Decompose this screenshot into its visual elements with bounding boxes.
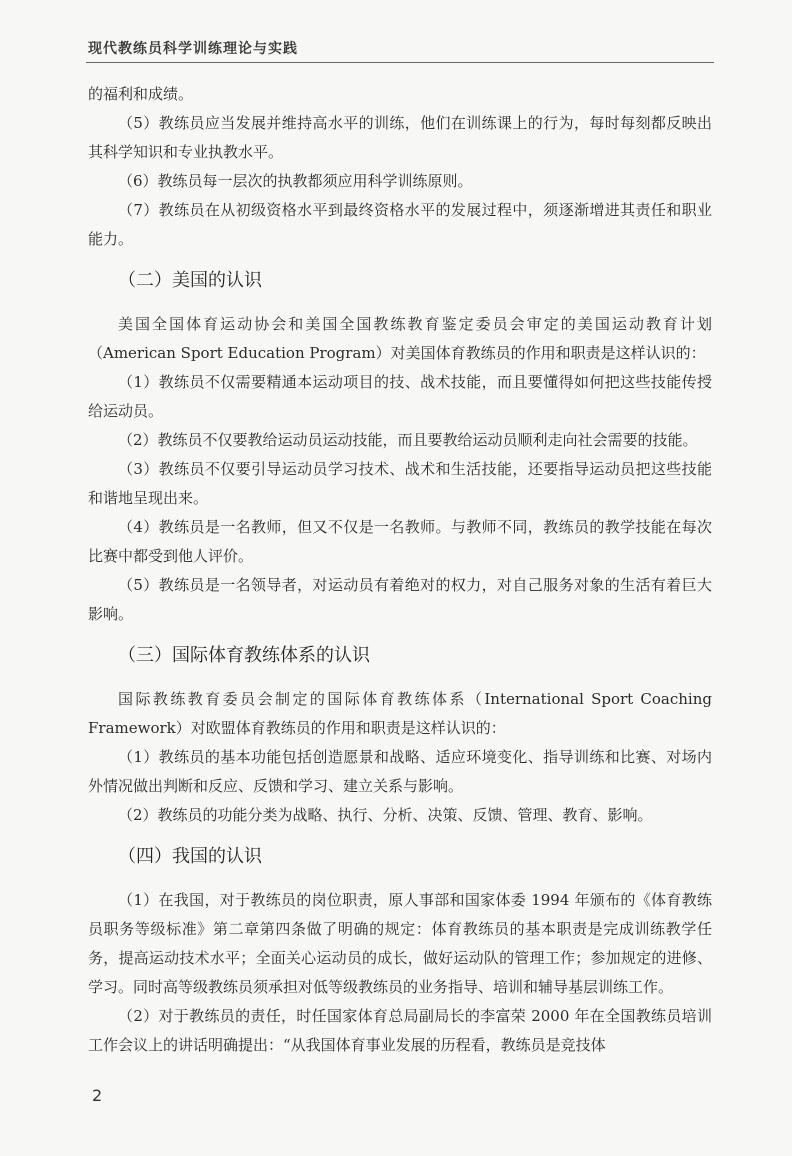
section-heading: （四）我国的认识 [118,846,262,867]
body-paragraph: （4）教练员是一名教师，但又不仅是一名教师。与教师不同，教练员的教学技能在每次比赛中都受到他人评价。 [88,518,712,565]
body-paragraph: （7）教练员在从初级资格水平到最终资格水平的发展过程中，须逐渐增进其责任和职业能力。 [88,201,712,248]
body-paragraph: （1）教练员的基本功能包括创造愿景和战略、适应环境变化、指导训练和比赛、对场内外情况做出判断和反应、反馈和学习、建立关系与影响。 [88,748,712,795]
body-paragraph: （3）教练员不仅要引导运动员学习技术、战术和生活技能，还要指导运动员把这些技能和谐地呈现出来。 [88,460,712,507]
body-paragraph: （6）教练员每一层次的执教都须应用科学训练原则。 [118,172,473,190]
body-paragraph: （2）教练员不仅要教给运动员运动技能，而且要教给运动员顺利走向社会需要的技能。 [118,431,698,449]
running-title: 现代教练员科学训练理论与实践 [88,41,298,57]
body-paragraph: 国际教练教育委员会制定的国际体育教练体系（International Sport Coaching Framework）对欧盟体育教练员的作用和职责是这样认识的： [88,690,712,737]
section-heading: （二）美国的认识 [118,270,262,291]
body-paragraph: （1）教练员不仅需要精通本运动项目的技、战术技能，而且要懂得如何把这些技能传授给运动员。 [88,373,712,420]
body-paragraph: （2）教练员的功能分类为战略、执行、分析、决策、反馈、管理、教育、影响。 [118,806,653,824]
body-paragraph: （5）教练员应当发展并维持高水平的训练，他们在训练课上的行为，每时每刻都反映出其科学知识和专业执教水平。 [88,114,712,161]
page-body [88,80,712,1060]
body-paragraph: 美国全国体育运动协会和美国全国教练教育鉴定委员会审定的美国运动教育计划（American Sport Education Program）对美国体育教练员的作用和职责是这样认识的： [88,315,712,362]
body-paragraph: （2）对于教练员的责任，时任国家体育总局副局长的李富荣 2000 年在全国教练员培训工作会议上的讲话明确提出：“从我国体育事业发展的历程看，教练员是竞技体 [88,1007,712,1054]
header-divider [86,62,714,63]
section-heading: （三）国际体育教练体系的认识 [118,645,370,666]
body-paragraph: （1）在我国，对于教练员的岗位职责，原人事部和国家体委 1994 年颁布的《体育教练员职务等级标准》第二章第四条做了明确的规定：体育教练员的基本职责是完成训练教学任务，提高运动技术水平；全面关心运动员的成长，做好运动队的管理工作；参加规定的进修、学习。同时高等级教练员须承担对低等级教练员的业务指导、培训和辅导基层训练工作。 [88,891,712,996]
page-number: 2 [92,1086,103,1105]
body-paragraph: （5）教练员是一名领导者，对运动员有着绝对的权力，对自己服务对象的生活有着巨大影响。 [88,576,712,623]
body-paragraph: 的福利和成绩。 [88,85,194,103]
